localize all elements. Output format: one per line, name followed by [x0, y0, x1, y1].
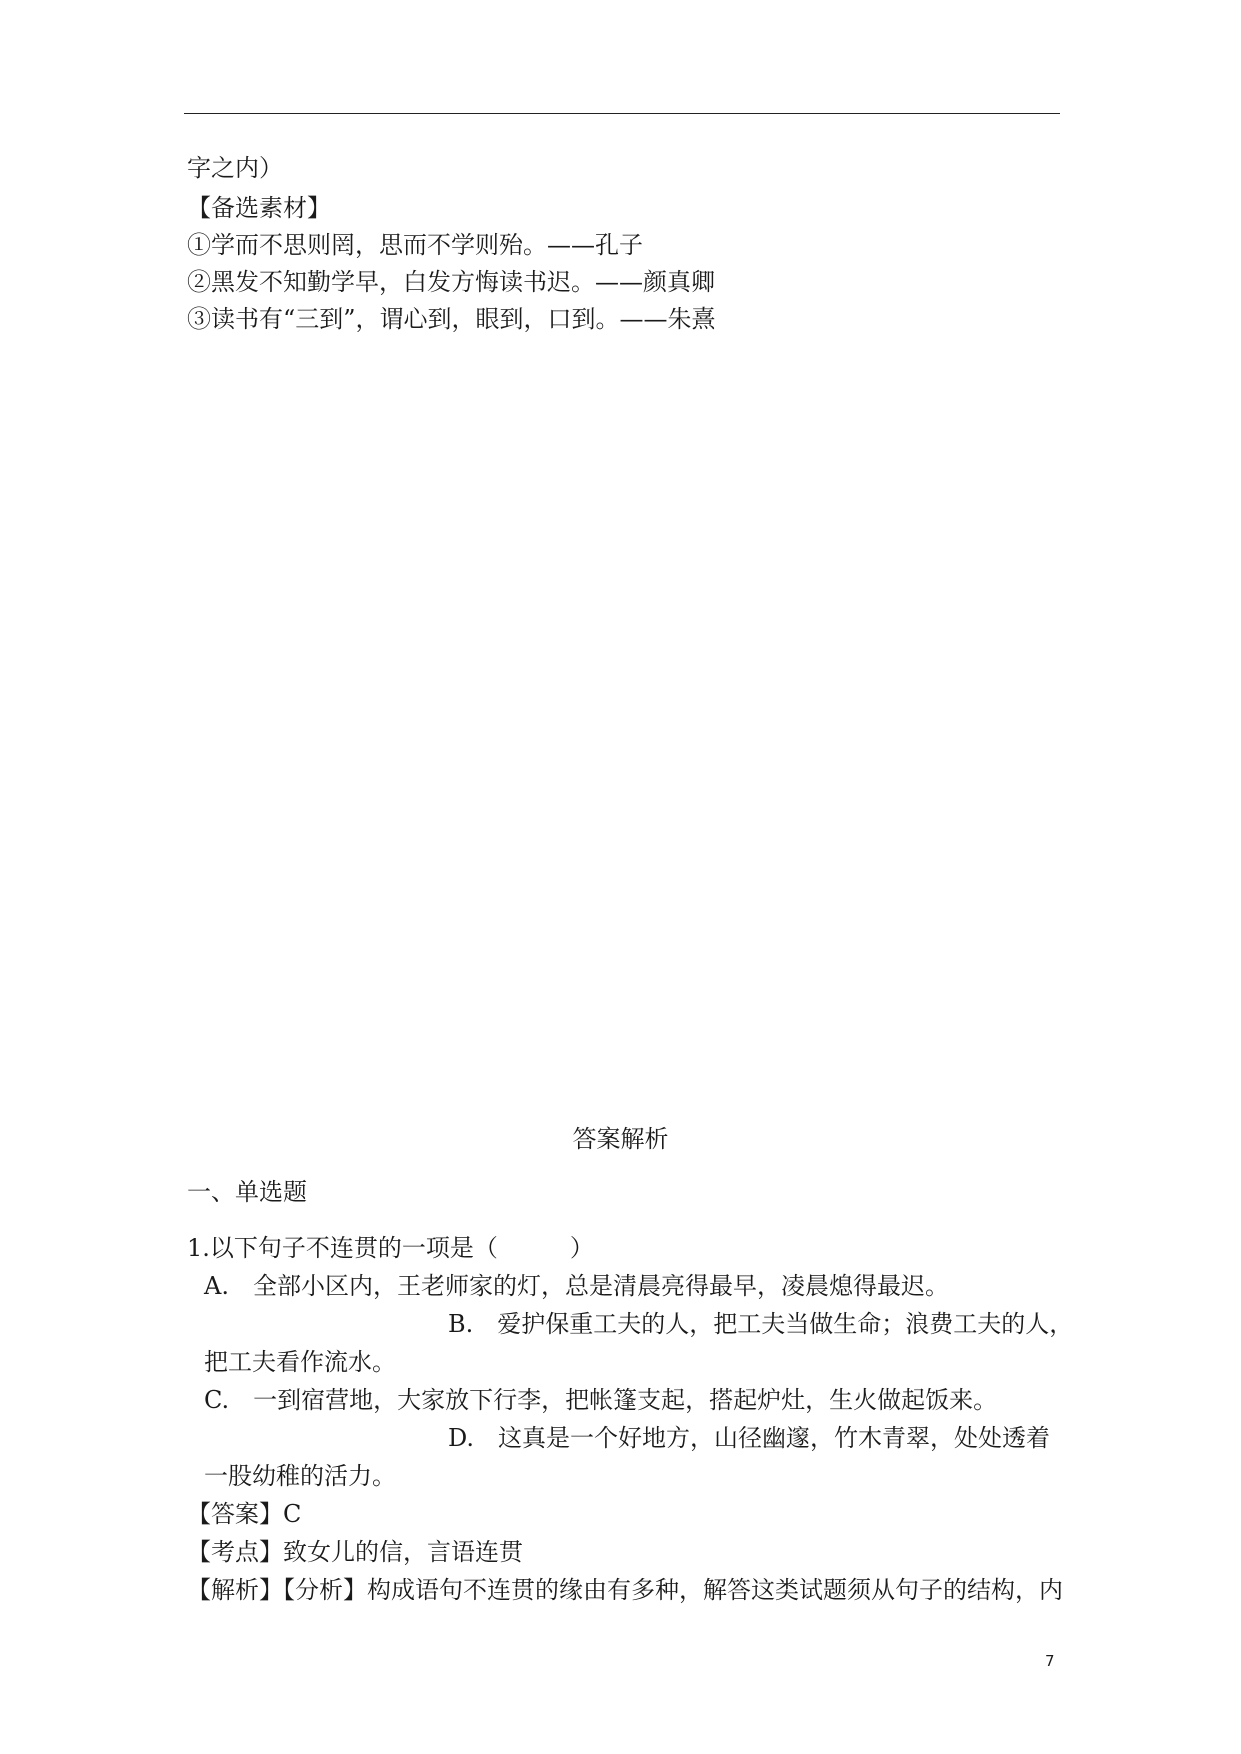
- materials-heading: 【备选素材】: [187, 194, 331, 222]
- option-b-line2: 把工夫看作流水。: [204, 1348, 396, 1376]
- option-d-line1: D. 这真是一个好地方，山径幽邃，竹木青翠，处处透着: [448, 1424, 1051, 1452]
- analysis-line: 【解析】【分析】构成语句不连贯的缘由有多种，解答这类试题须从句子的结构，内: [187, 1576, 1063, 1604]
- option-b-line1: B. 爱护保重工夫的人，把工夫当做生命；浪费工夫的人，: [448, 1310, 1074, 1338]
- answers-title: 答案解析: [572, 1125, 669, 1153]
- section-heading: 一、单选题: [187, 1178, 307, 1206]
- knowledge-point-line: 【考点】致女儿的信，言语连贯: [187, 1538, 523, 1566]
- page-number: 7: [1045, 1652, 1055, 1670]
- option-a: A. 全部小区内，王老师家的灯，总是清晨亮得最早，凌晨熄得最迟。: [204, 1272, 949, 1300]
- answer-line: 【答案】C: [187, 1500, 302, 1528]
- material-item-3: ③读书有“三到”，谓心到，眼到，口到。——朱熹: [187, 305, 716, 333]
- material-item-1: ①学而不思则罔，思而不学则殆。——孔子: [187, 231, 643, 259]
- option-c: C. 一到宿营地，大家放下行李，把帐篷支起，搭起炉灶，生火做起饭来。: [204, 1386, 998, 1414]
- header-rule: [184, 113, 1060, 114]
- option-d-line2: 一股幼稚的活力。: [204, 1462, 396, 1490]
- continuation-text: 字之内）: [187, 154, 283, 182]
- material-item-2: ②黑发不知勤学早，白发方悔读书迟。——颜真卿: [187, 268, 715, 296]
- question-text: 1.以下句子不连贯的一项是（ ）: [187, 1234, 594, 1262]
